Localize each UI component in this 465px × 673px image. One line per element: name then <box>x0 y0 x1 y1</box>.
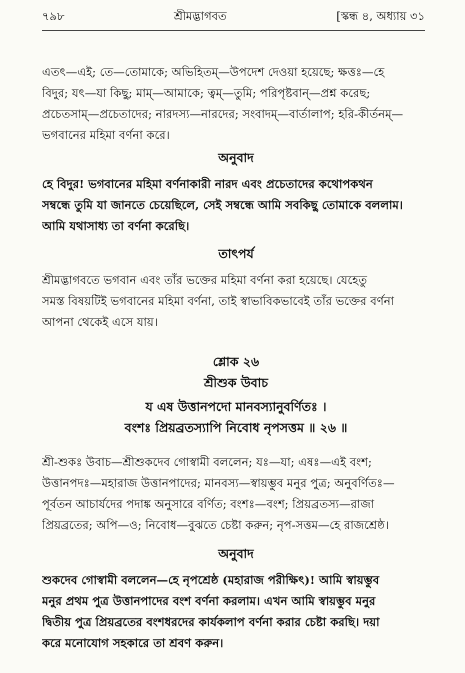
translation-line: আমি যথাসাধ্য তা বর্ণনা করেছি। <box>42 219 190 233</box>
synonyms-verse-25 <box>42 62 430 146</box>
translation-verse-25 <box>42 174 430 237</box>
translation-line: শুকদেব গোস্বামী বললেন—হে নৃপশ্রেষ্ঠ (মহারাজ পরীক্ষিৎ)! আমি স্বায়ম্ভুব <box>42 573 380 587</box>
verse-line: বংশঃ প্রিয়ব্রতস্যাপি নিবোধ নৃপসত্তম ॥ ২৬ ॥ <box>124 420 348 435</box>
section-reference: [স্কন্ধ ৪, অধ্যায় ৩১ <box>336 9 425 23</box>
translation-line: মনুর প্রথম পুত্র উত্তানপাদের বংশ বর্ণনা করলাম। এখন আমি স্বায়ম্ভুব মনুর <box>42 594 376 608</box>
purport-text <box>42 270 430 333</box>
translation-line: করে মনোযোগ সহকারে তা শ্রবণ করুন। <box>42 636 224 650</box>
sanskrit-verse <box>42 396 430 438</box>
purport-heading: তাৎপর্য <box>218 246 254 261</box>
translation-heading: অনুবাদ <box>218 150 254 165</box>
translation-line: সম্বন্ধে তুমি যা জানতে চেয়েছিলে, সেই সম্বন্ধে আমি সবকিছু তোমাকে বললাম। <box>42 198 403 212</box>
synonym-line: প্রিয়ব্রতের; অপি—ও; নিবোধ—বুঝতে চেষ্টা করুন; নৃপ-সত্তম—হে রাজশ্রেষ্ঠ। <box>42 518 389 532</box>
verse-number-heading: শ্লোক ২৬ <box>212 354 260 369</box>
synonym-line: প্রচেতসাম্—প্রচেতাদের; নারদস্য—নারদের; সংবাদম্—বার্তালাপ; হরি-কীর্তনম্— <box>42 107 404 121</box>
synonym-line: উত্তানপদঃ—মহারাজ উত্তানপাদের; মানবস্য—স্বায়ম্ভুব মনুর পুত্র; অনুবর্ণিতঃ— <box>42 476 395 490</box>
purport-line: শ্রীমদ্ভাগবতে ভগবান এবং তাঁর ভক্তের মহিমা বর্ণনা করা হয়েছে। যেহেতু <box>42 273 368 287</box>
synonym-line: শ্রী-শুকঃ উবাচ—শ্রীশুকদেব গোস্বামী বললেন; যঃ—যা; এষঃ—এই বংশ; <box>42 455 372 469</box>
synonym-line: পূর্বতন আচার্যদের পদাঙ্ক অনুসারে বর্ণিত; বংশঃ—বংশ; প্রিয়ব্রতস্য—রাজা <box>42 497 375 511</box>
synonym-line: বিদুর; যৎ—যা কিছু; মাম্—আমাকে; ত্বম্—তুমি; পরিপৃষ্টবান্—প্রশ্ন করেছ; <box>42 86 371 100</box>
translation-heading: অনুবাদ <box>218 546 254 561</box>
translation-line: দ্বিতীয় পুত্র প্রিয়ব্রতের বংশধরদের কার্যকলাপ বর্ণনা করার চেষ্টা করছি। দয়া <box>42 615 380 629</box>
book-title: শ্রীমদ্ভাগবত <box>173 9 227 23</box>
synonyms-verse-26 <box>42 452 430 536</box>
purport-line: আপনা থেকেই এসে যায়। <box>42 315 158 329</box>
verse-line: য এষ উত্তানপদো মানবস্যানুবর্ণিতঃ । <box>145 399 327 414</box>
header-rule <box>42 30 425 31</box>
running-header <box>42 8 425 28</box>
page-number: ৭৯৮ <box>42 9 65 23</box>
synonym-line: ভগবানের মহিমা বর্ণনা করে। <box>42 128 170 142</box>
translation-verse-26 <box>42 570 430 654</box>
synonym-line: এতৎ—এই; তে—তোমাকে; অভিহিতম্—উপদেশ দেওয়া হয়েছে; ক্ষত্তঃ—হে <box>42 65 385 79</box>
verse-speaker: শ্রীশুক উবাচ <box>204 375 268 390</box>
translation-line: হে বিদুর! ভগবানের মহিমা বর্ণনাকারী নারদ এবং প্রচেতাদের কথোপকথন <box>42 177 373 191</box>
purport-line: সমস্ত বিষয়টিই ভগবানের মহিমা বর্ণনা, তাই স্বাভাবিকভাবেই তাঁর ভক্তের বর্ণনা <box>42 294 394 308</box>
